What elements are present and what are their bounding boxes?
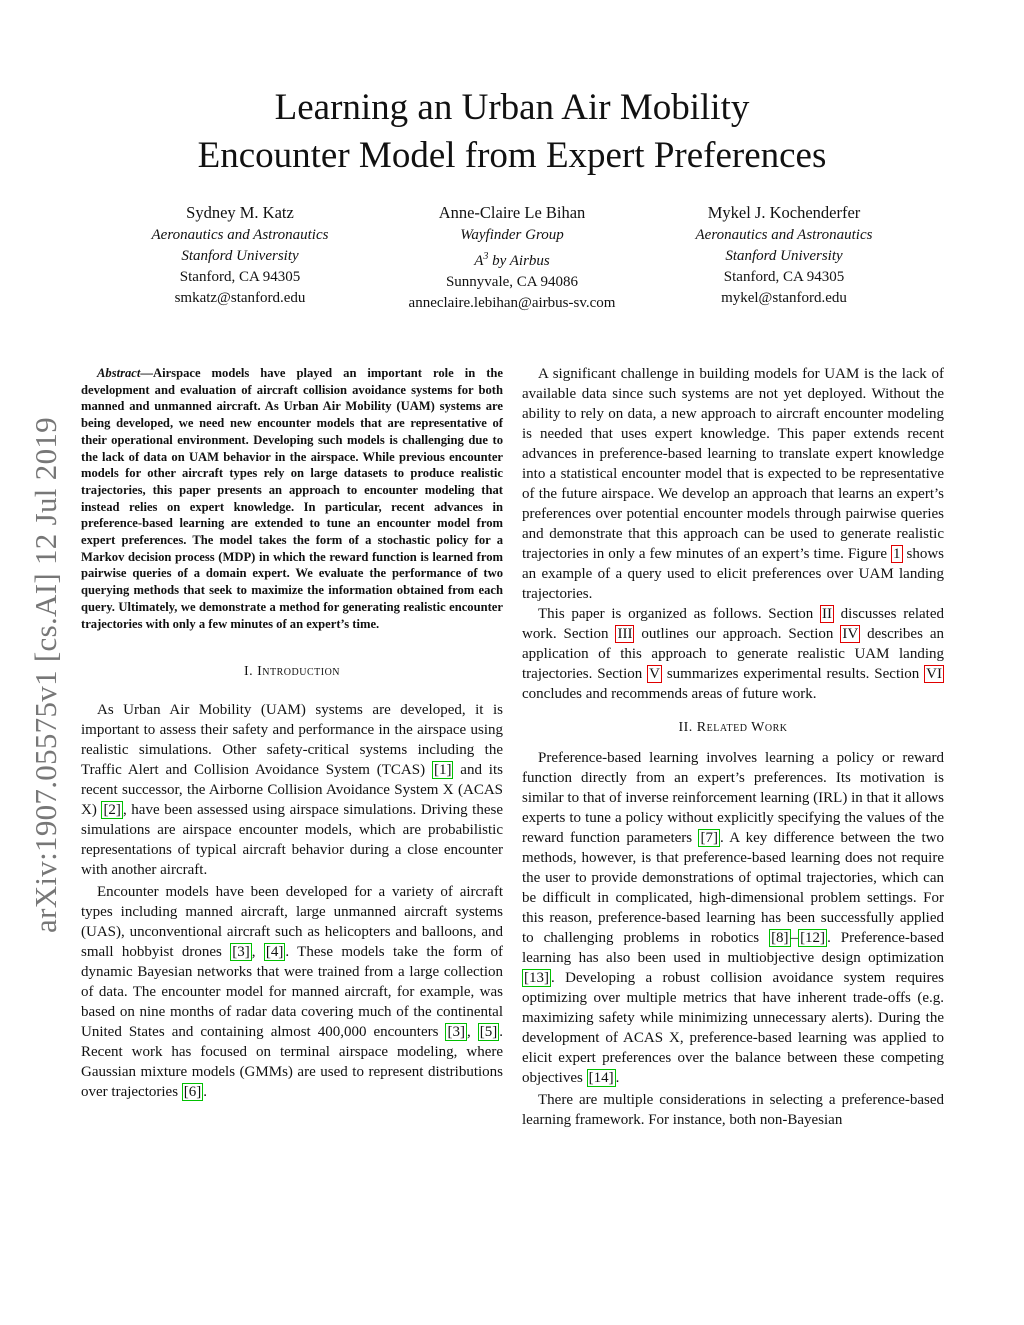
text-run: describes an application of this approach to generate realistic UAM landing trajectories. Section [522, 626, 944, 682]
citation-link[interactable]: [8] [771, 930, 789, 946]
text-run: As Urban Air Mobility (UAM) systems are developed, it is important to assess their safety and performance in the airspace using realistic simulations. Other safety-critical systems including the Traffic Alert and Collision Avoidance System (TCAS) [81, 702, 503, 779]
author-name: Anne-Claire Le Bihan [438, 203, 586, 222]
citation-link[interactable]: [3] [447, 1024, 465, 1041]
section-heading-related-work: II. Related Work [678, 720, 788, 735]
author-1 [90, 200, 390, 309]
author-email: smkatz@stanford.edu [174, 290, 306, 306]
institution-suffix: by Airbus [488, 253, 550, 269]
text-run: This paper is organized as follows. Section [538, 606, 820, 622]
author-email: mykel@stanford.edu [721, 290, 847, 306]
citation-link[interactable]: [4] [265, 944, 284, 961]
intro-paragraph-1 [81, 700, 503, 880]
text-run: . [203, 1084, 208, 1101]
section-reference-link[interactable]: III [617, 626, 633, 642]
text-run: – [790, 930, 799, 946]
left-column [81, 365, 503, 1102]
author-name: Mykel J. Kochenderfer [707, 203, 861, 222]
related-paragraph-1 [522, 748, 944, 1088]
text-run: discusses related work. Section [522, 606, 944, 642]
abstract-text: —Airspace models have played an important role in the development and evaluation of aircraft collision avoidance systems for both manned and unmanned aircraft. As Urban Air Mobility (UAM) systems are being developed, we need new encounter models that are representative of their operational environment. Developing such models is challenging due to the lack of data on UAM behavior in the airspace. While previous encounter models for other aircraft types rely on large datasets to produce realistic trajectories, this paper presents an approach to encounter modeling that instead relies on expert knowledge. In particular, recent advances in preference-based learning are extended to tune an encounter model from expert preferences. The model takes the form of a stochastic policy for a Markov decision process (MDP) in which the reward function is learned from pairwise queries of a domain expert. We evaluate the performance of two querying methods that seek to maximize the information obtained from each query. Ultimately, we demonstrate a method for generating realistic encounter trajectories with only a few minutes of an expert’s time. [81, 366, 503, 631]
author-email: anneclaire.lebihan@airbus-sv.com [408, 295, 616, 311]
text-run: , have been assessed using airspace simulations. Driving these simulations are airspace encounter models, which are probabilistic representations of typical aircraft behavior during a close encounter with another aircraft. [81, 802, 503, 879]
citation-link[interactable]: [6] [183, 1084, 202, 1101]
text-run: outlines our approach. Section [634, 626, 841, 642]
text-run: , [466, 1024, 478, 1041]
section-reference-link[interactable]: IV [842, 626, 859, 642]
author-institution [362, 246, 662, 272]
text-run: shows an example of a query used to elicit preferences over UAM landing trajectories. [522, 546, 944, 602]
author-department: Aeronautics and Astronautics [151, 227, 329, 243]
citation-link[interactable]: [1] [433, 762, 452, 779]
text-run: . A key difference between the two methods, however, is that preference-based learning does not require the user to provide demonstrations of optimal trajectories, which can be difficult in complicated, high-dimensional problem settings. For this reason, preference-based learning has been successfully applied to challenging problems in robotics [522, 830, 944, 946]
citation-link[interactable]: [7] [700, 830, 718, 846]
figure-reference-link[interactable]: 1 [893, 546, 901, 562]
author-3 [634, 200, 934, 309]
abstract [81, 365, 503, 632]
related-paragraph-2: There are multiple considerations in selecting a preference-based learning framework. For instance, both non-Bayesian [522, 1092, 944, 1128]
text-run: . [615, 1070, 620, 1086]
citation-link[interactable]: [14] [588, 1070, 614, 1086]
citation-link[interactable]: [5] [479, 1024, 498, 1041]
section-reference-link[interactable]: II [821, 606, 832, 622]
citation-link[interactable]: [12] [800, 930, 826, 946]
text-run: . Recent work has focused on terminal airspace modeling, where Gaussian mixture models (GMMs) are used to represent distributions over trajectories [81, 1024, 504, 1101]
text-run: Encounter models have been developed for a variety of aircraft types including manned aircraft, large unmanned aircraft systems (UAS), unconventional aircraft such as helicopters and balloons, and small hobbyist drones [81, 884, 503, 961]
text-run: . Preference-based learning has also been used in multiobjective design optimization [522, 930, 944, 966]
abstract-lead: Abstract [97, 366, 141, 380]
text-run: . Developing a robust collision avoidance system requires optimizing over multiple metrics that have inherent trade-offs (e.g. maximizing safety while minimizing unnecessary alerts). During the development of ACAS X, preference-based learning was applied to elicit expert preferences over the balance between these competing objectives [522, 970, 944, 1086]
institution-superscript: 3 [483, 251, 489, 262]
author-address: Stanford, CA 94305 [179, 269, 301, 285]
author-department: Wayfinder Group [460, 227, 564, 243]
institution-prefix: A [474, 253, 484, 269]
section-heading-introduction: I. Introduction [243, 664, 341, 680]
arxiv-identifier [26, 380, 66, 970]
section-reference-link[interactable]: VI [926, 666, 942, 682]
author-department: Aeronautics and Astronautics [695, 227, 873, 243]
text-run: and its recent successor, the Airborne Collision Avoidance System X (ACAS X) [81, 762, 503, 819]
right-paragraph-2 [522, 604, 944, 704]
citation-link[interactable]: [3] [232, 944, 250, 961]
right-paragraph-1 [522, 364, 944, 604]
intro-paragraph-2 [81, 882, 503, 1102]
text-run: , [251, 944, 264, 961]
section-reference-link[interactable]: V [649, 666, 660, 682]
paper-title [100, 84, 924, 180]
text-run: summarizes experimental results. Section [661, 666, 925, 682]
right-column [522, 364, 944, 1130]
citation-link[interactable]: [13] [524, 970, 549, 986]
author-address: Stanford, CA 94305 [723, 269, 845, 285]
author-name: Sydney M. Katz [186, 203, 294, 222]
author-institution: Stanford University [181, 248, 299, 264]
text-run: concludes and recommends areas of future work. [522, 686, 817, 702]
title-line-2: Encounter Model from Expert Preferences [197, 135, 827, 176]
author-2 [362, 200, 662, 314]
citation-link[interactable]: [2] [103, 802, 121, 819]
title-line-1: Learning an Urban Air Mobility [274, 87, 750, 128]
text-run: . These models take the form of dynamic Bayesian networks that were trained from a large collection of data. The encounter model for manned aircraft, for example, was based on nine months of radar data covering much of the continental United States and containing almost 400,000 encounters [81, 944, 504, 1041]
author-institution: Stanford University [725, 248, 843, 264]
text-run: Preference-based learning involves learning a policy or reward function directly from an expert’s preferences. Its motivation is similar to that of inverse reinforcement learning (IRL) in that it allows experts to tune a policy without explicitly specifying the values of the reward function parameters [522, 750, 944, 846]
arxiv-id-text: arXiv:1907.05575v1 [cs.AI] 12 Jul 2019 [28, 417, 64, 933]
author-address: Sunnyvale, CA 94086 [445, 274, 579, 290]
text-run: A significant challenge in building models for UAM is the lack of available data since such systems are not yet deployed. Without the ability to rely on data, a new approach to aircraft encounter modeling is needed that uses expert knowledge. This paper extends recent advances in preference-based learning to translate expert knowledge into a statistical encounter model that is expected to be representative of the future airspace. We develop an approach that learns an expert’s preferences over potential encounter models through pairwise queries and demonstrate that this approach can be used to generate realistic trajectories in only a few minutes of an expert’s time. Figure [522, 366, 944, 562]
